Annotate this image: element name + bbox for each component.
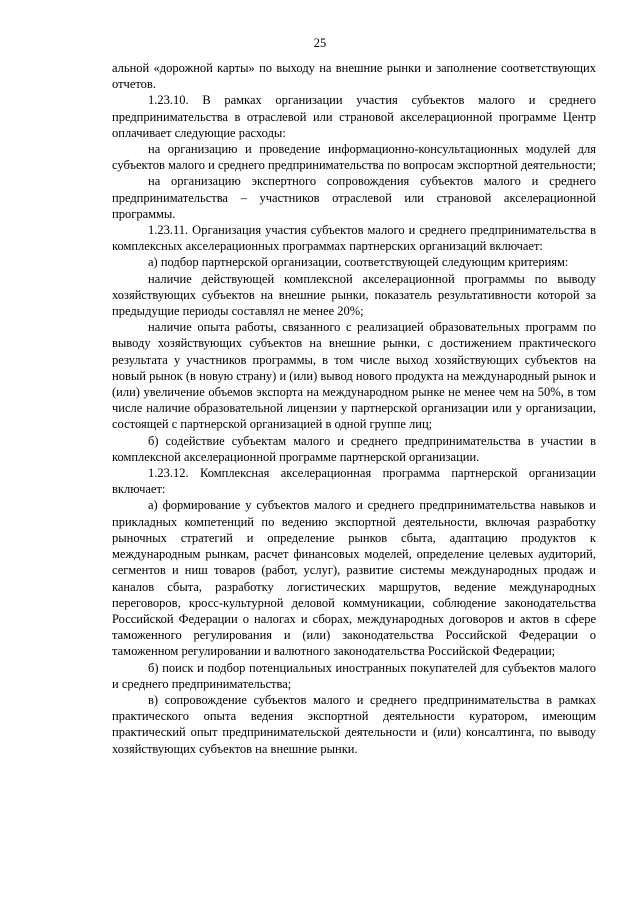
clause-1-23-12: 1.23.12. Комплексная акселерационная программа партнерской организации включает:: [112, 466, 596, 497]
clause-1-23-12-b: б) поиск и подбор потенциальных иностранных покупателей для субъектов малого и среднего предпринимательства;: [112, 660, 596, 691]
clause-1-23-11-a-criterion-1: наличие действующей комплексной акселерационной программы по выводу хозяйствующих субъектов на внешние рынки, показатель результативности которой за предыдущие периоды составлял не менее 20%;: [112, 271, 596, 319]
paragraph-continuation: альной «дорожной карты» по выходу на внешние рынки и заполнение соответствующих отчетов.: [112, 61, 596, 92]
document-body: [112, 60, 596, 757]
clause-1-23-10-item-1: на организацию и проведение информационно-консультационных модулей для субъектов малого и среднего предпринимательства по вопросам экспортной деятельности;: [112, 142, 596, 173]
clause-1-23-12-a: а) формирование у субъектов малого и среднего предпринимательства навыков и прикладных компетенций по ведению экспортной деятельности, включая разработку рыночных стратегий и определение рынков сбыта, адаптацию продуктов к международным рынкам, расчет финансовых моделей, определение целевых аудиторий, сегментов и ниш товаров (работ, услуг), развитие системы международных продаж и каналов сбыта, разработку логистических маршрутов, ведение международных переговоров, кросс-культурной деловой коммуникации, соблюдение законодательства Российской Федерации о налогах и сборах, международных договоров и актов в сфере таможенного регулирования и (или) законодательства Российской Федерации о таможенном регулировании и валютного законодательства Российской Федерации;: [112, 498, 596, 659]
clause-1-23-10-item-2: на организацию экспертного сопровождения субъектов малого и среднего предпринимательства – участников отраслевой или страновой акселерационной программы.: [112, 174, 596, 221]
clause-1-23-12-c: в) сопровождение субъектов малого и среднего предпринимательства в рамках практического опыта ведения экспортной деятельности куратором, имеющим практический опыт предпринимательской деятельности и (или) консалтинга, по выводу хозяйствующих субъектов на внешние рынки.: [112, 692, 596, 756]
clause-1-23-11-b: б) содействие субъектам малого и среднего предпринимательства в участии в комплексной акселерационной программе партнерской организации.: [112, 433, 596, 464]
page-number: 25: [313, 36, 327, 50]
clause-1-23-11-a: а) подбор партнерской организации, соответствующей следующим критериям:: [148, 255, 569, 270]
clause-1-23-11: 1.23.11. Организация участия субъектов малого и среднего предпринимательства в комплексных акселерационных программах партнерских организаций включает:: [112, 223, 596, 254]
clause-1-23-10: 1.23.10. В рамках организации участия субъектов малого и среднего предпринимательства в отраслевой или страновой акселерационной программе Центр оплачивает следующие расходы:: [112, 93, 596, 140]
clause-1-23-11-a-criterion-2: наличие опыта работы, связанного с реализацией образовательных программ по выводу хозяйствующих субъектов на внешние рынки, с достижением практического результата у участников программы, в том числе выход хозяйствующих субъектов на новый рынок (в новую страну) и (или) вывод нового продукта на международный рынок и (или) увеличение объемов экспорта на международном рынке не менее чем на 50%, в том числе наличие образовательной лицензии у партнерской организации или у организации, состоящей с партнерской организацией в одной группе лиц;: [112, 320, 596, 432]
